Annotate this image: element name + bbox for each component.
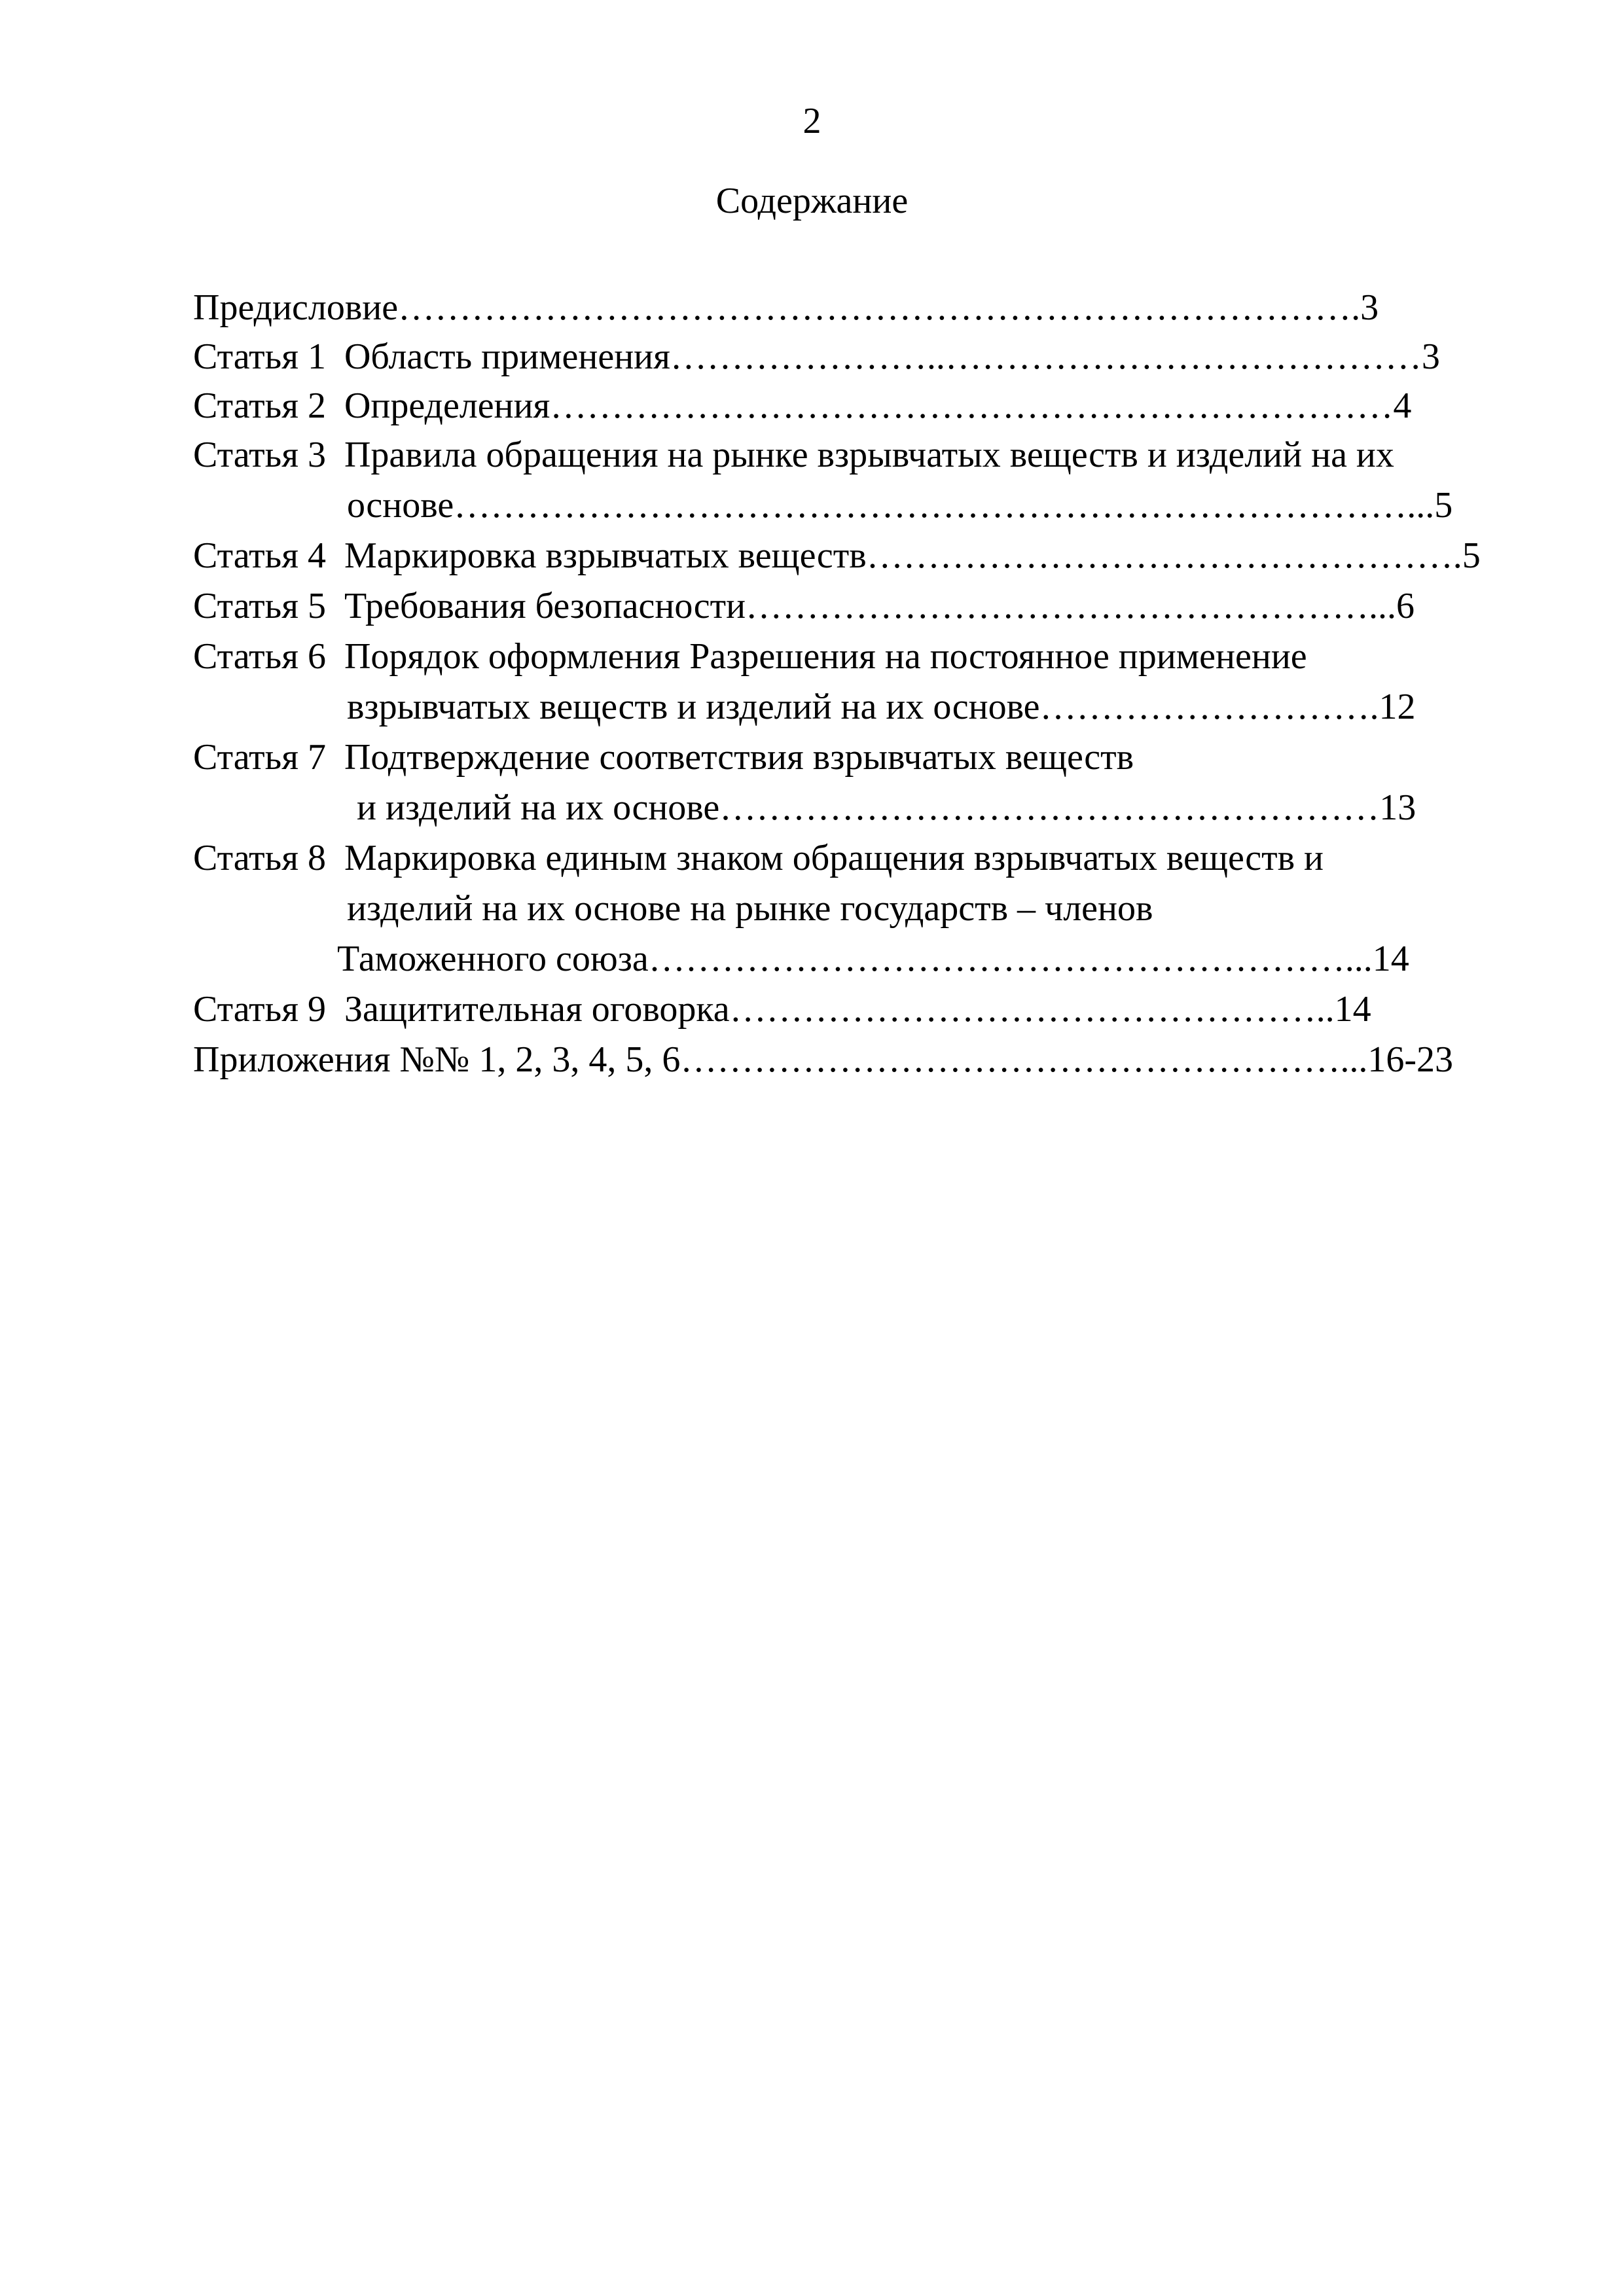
- toc-entry-article-2: Статья 2 Определения……………………………………………………………4: [193, 386, 1412, 426]
- toc-entry-article-7-continuation: и изделий на их основе………………………………………………13: [357, 787, 1416, 828]
- toc-entry-article-3-continuation: основе……………………………………………………………………...5: [347, 485, 1453, 526]
- page-number: 2: [803, 101, 821, 141]
- toc-entry-article-6: Статья 6 Порядок оформления Разрешения на постоянное применение: [193, 636, 1307, 677]
- toc-entry-article-8-continuation-2: Таможенного союза…………………………………………………...14: [337, 939, 1409, 979]
- toc-entry-article-8-continuation-1: изделий на их основе на рынке государств – членов: [347, 888, 1153, 929]
- toc-title: Содержание: [715, 181, 909, 221]
- toc-entry-article-9: Статья 9 Защитительная оговорка…………………………………………..14: [193, 989, 1371, 1030]
- toc-entry-article-7: Статья 7 Подтверждение соответствия взрывчатых веществ: [193, 737, 1134, 778]
- toc-entry-article-6-continuation: взрывчатых веществ и изделий на их основе……………………….12: [347, 687, 1416, 727]
- toc-entry-article-3: Статья 3 Правила обращения на рынке взрывчатых веществ и изделий на их: [193, 435, 1394, 475]
- toc-entry-article-1: Статья 1 Область применения…………………..…………………………………3: [193, 336, 1440, 377]
- toc-entry-preface: Предисловие…………………………………………………………………….3: [193, 287, 1379, 328]
- toc-entry-article-4: Статья 4 Маркировка взрывчатых веществ………………………………………….5: [193, 535, 1481, 576]
- toc-entry-appendices: Приложения №№ 1, 2, 3, 4, 5, 6………………………………………………...16-23: [193, 1039, 1453, 1080]
- toc-entry-article-5: Статья 5 Требования безопасности……………………………………………...6: [193, 586, 1415, 626]
- toc-entry-article-8: Статья 8 Маркировка единым знаком обращения взрывчатых веществ и: [193, 838, 1324, 878]
